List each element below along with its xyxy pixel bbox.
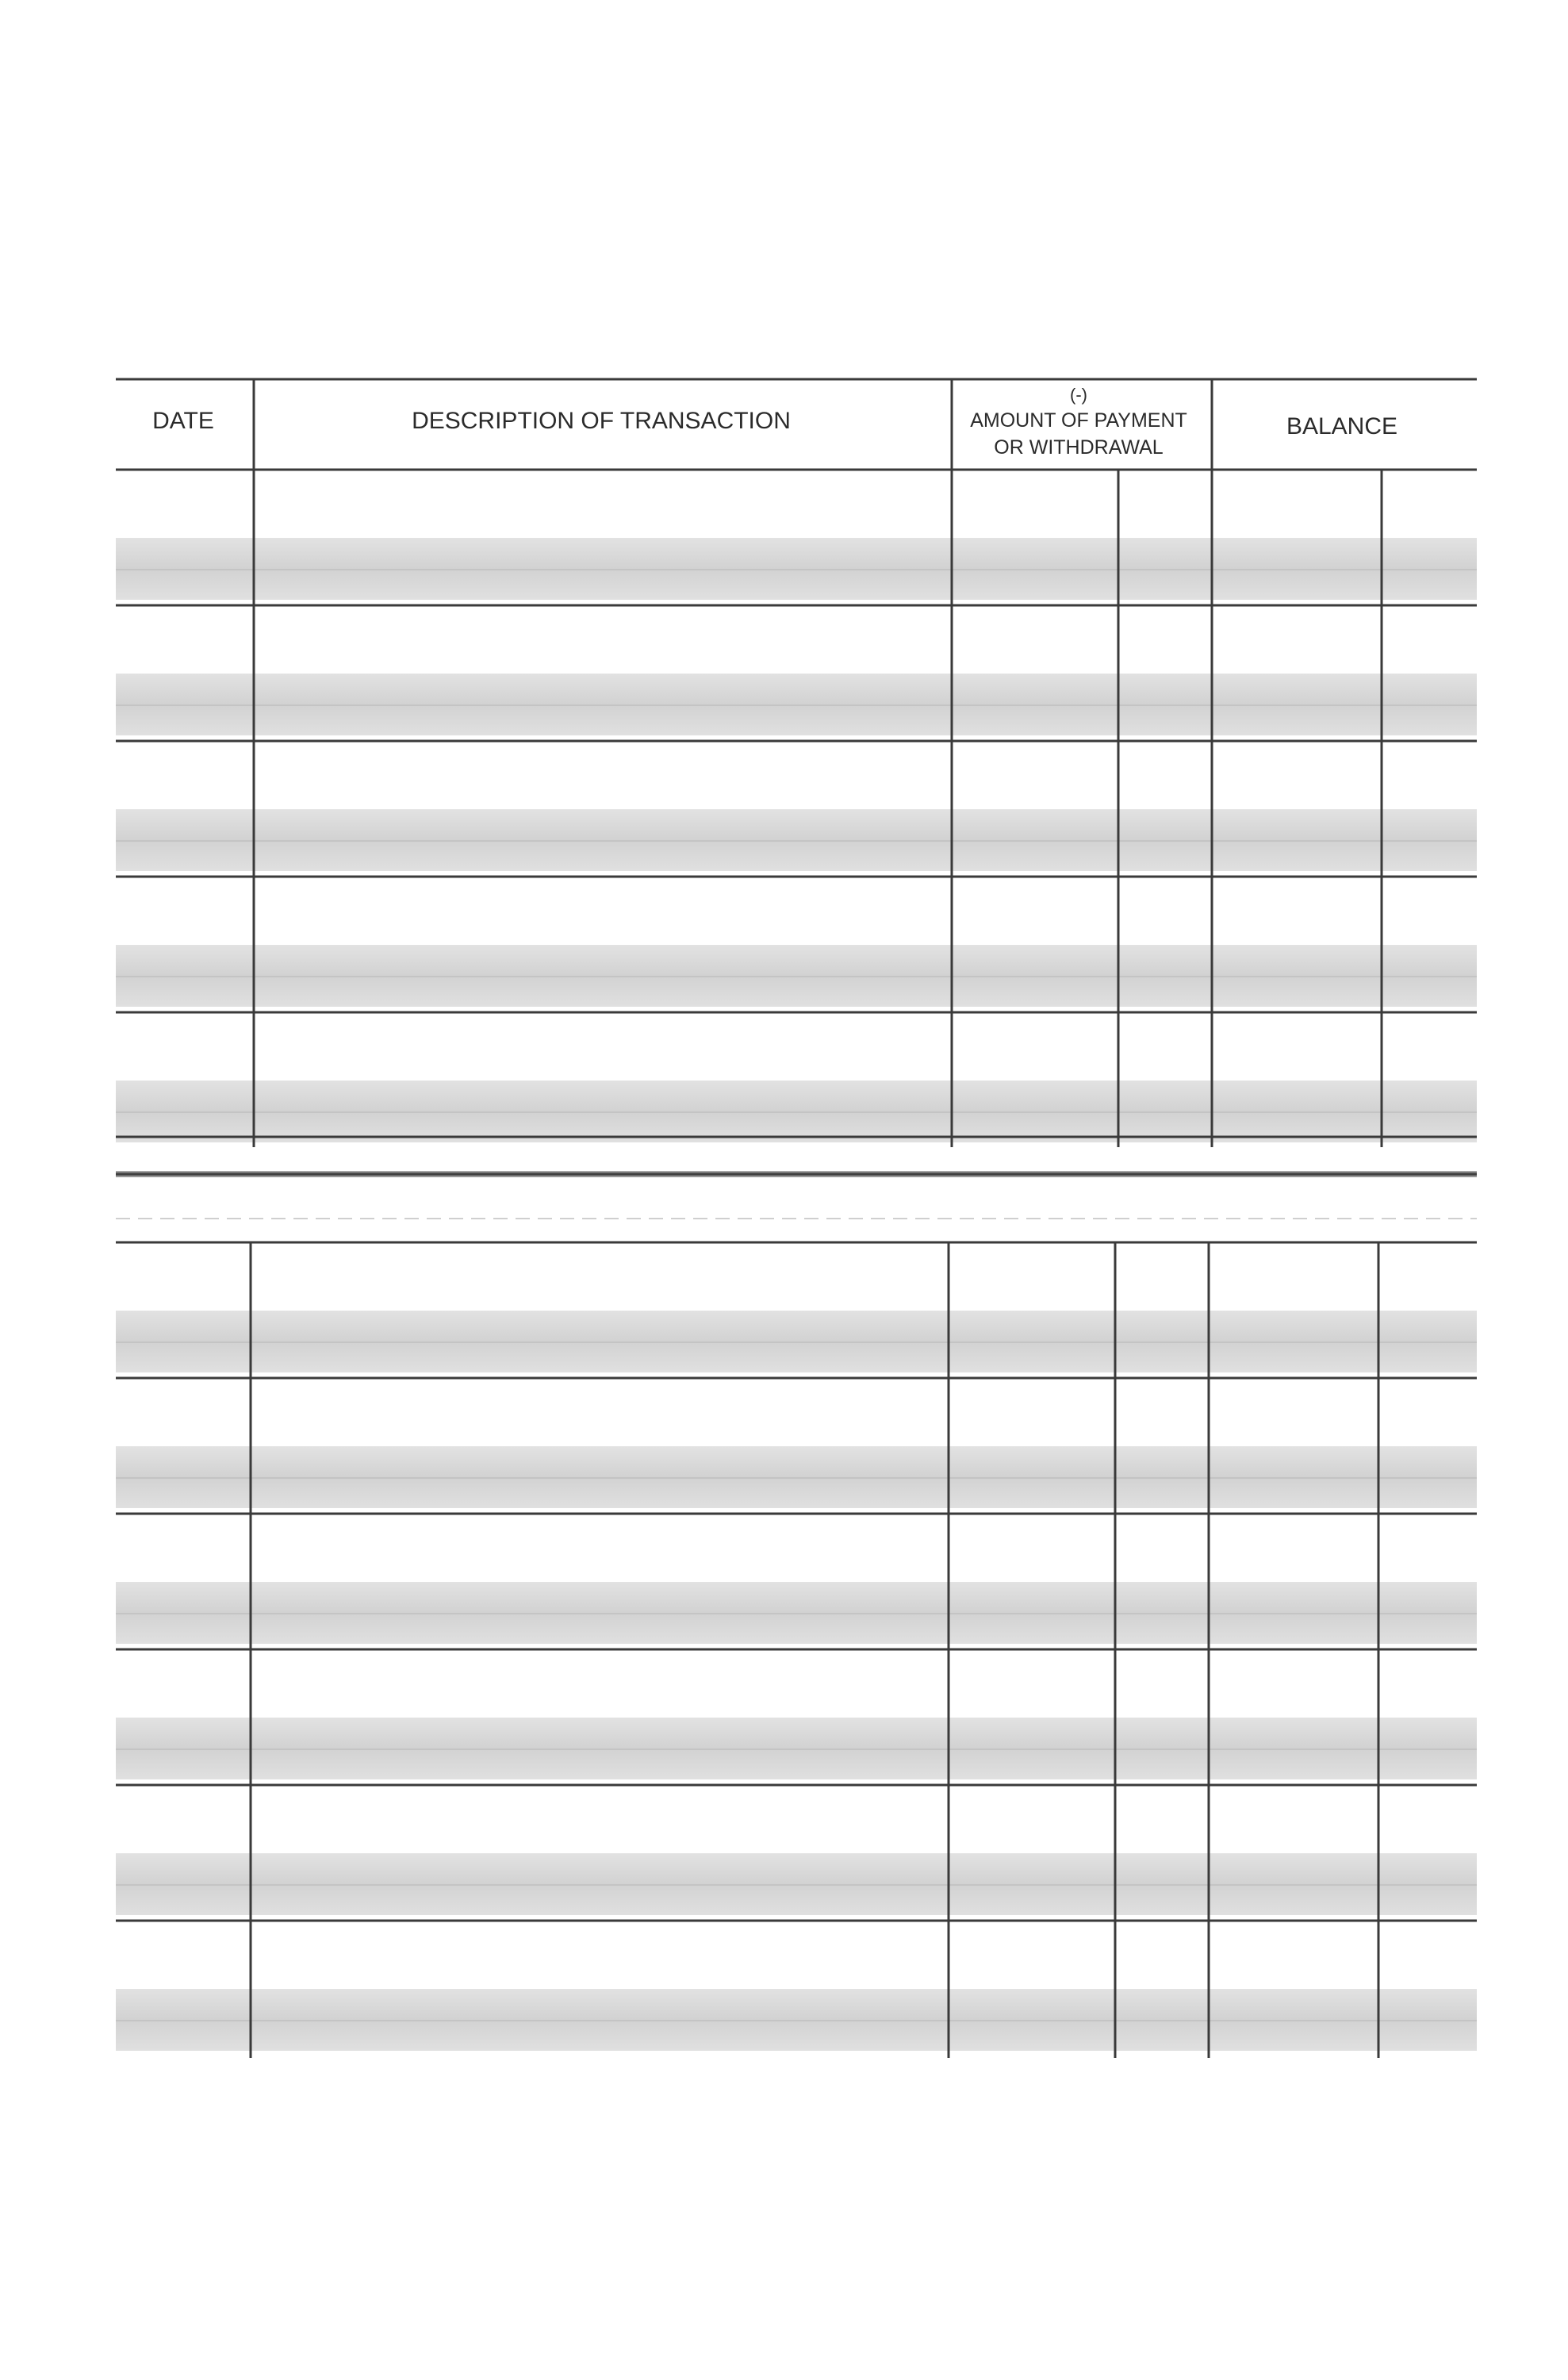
shaded-bands: [116, 538, 1477, 2051]
section-fold: [116, 1171, 1477, 1177]
fold-line: [116, 1171, 1477, 1177]
payment-header-line-2: OR WITHDRAWAL: [994, 436, 1164, 459]
register-header: [116, 379, 1477, 470]
balance-column-header: BALANCE: [1286, 413, 1398, 440]
payment-sign: (-): [1070, 385, 1087, 405]
date-column-header: DATE: [152, 408, 214, 434]
payment-header-line-1: AMOUNT OF PAYMENT: [970, 409, 1187, 432]
description-column-header: DESCRIPTION OF TRANSACTION: [412, 408, 791, 434]
